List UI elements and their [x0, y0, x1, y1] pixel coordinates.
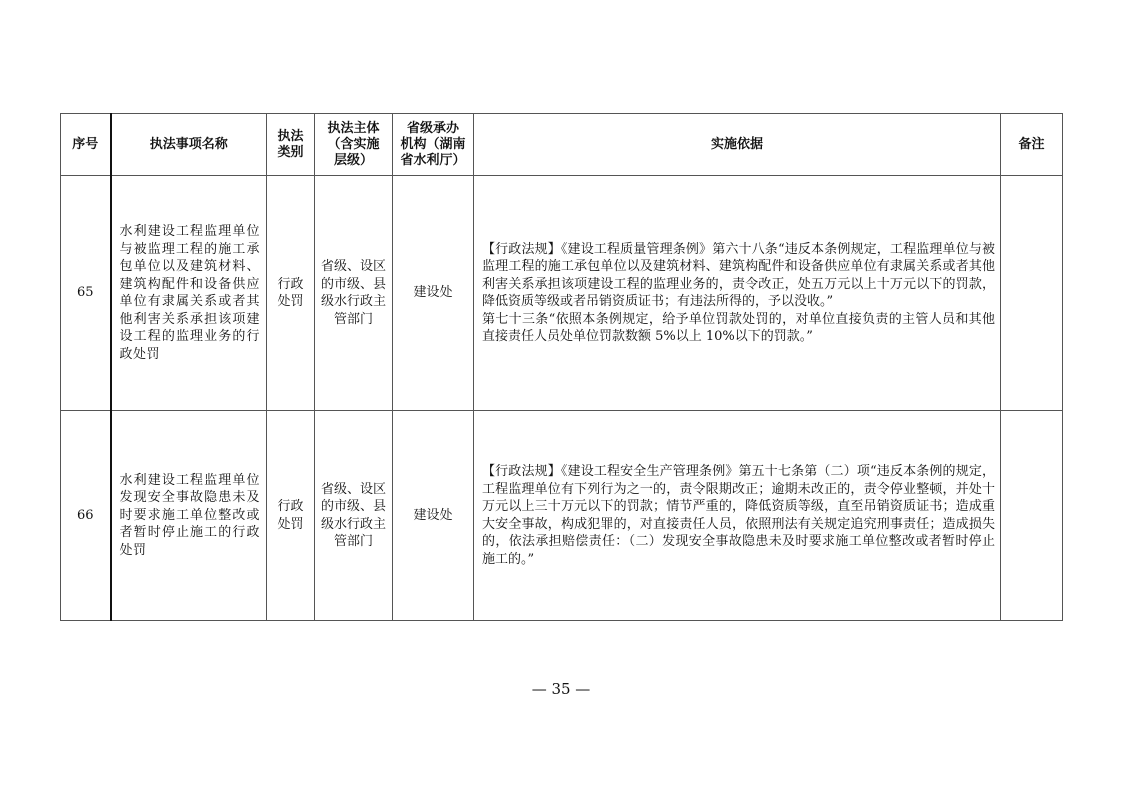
row-department: 建设处 [393, 411, 474, 621]
row-subject: 省级、设区的市级、县级水行政主管部门 [320, 481, 386, 549]
row-subject-cell [315, 411, 393, 621]
header-category-line1: 执法 [277, 128, 304, 144]
table-row [61, 411, 1063, 621]
row-note [1001, 411, 1063, 621]
row-subject-cell [315, 176, 393, 411]
row-department: 建设处 [393, 176, 474, 411]
row-item-name: 水利建设工程监理单位发现安全事故隐患未及时要求施工单位整改或者暂时停止施工的行政处罚 [119, 472, 260, 558]
row-basis-paragraph-1: 【行政法规】《建设工程安全生产管理条例》第五十七条第（二）项“违反本条例的规定，工程监理单位有下列行为之一的，责令限期改正；逾期未改正的，责令停业整顿，并处十万元以上三十万元以下的罚款；情节严重的，降低资质等级，直至吊销资质证书；造成重大安全事故，构成犯罪的，对直接责任人员，依照刑法有关规定追究刑事责任；造成损失的，依法承担赔偿责任：（二）发现安全事故隐患未及时要求施工单位整改或者暂时停止施工的。” [482, 464, 995, 567]
page-number: — 35 — [531, 680, 591, 698]
row-subject: 省级、设区的市级、县级水行政主管部门 [320, 259, 386, 327]
row-basis-paragraph-2: 第七十三条“依照本条例规定，给予单位罚款处罚的，对单位直接负责的主管人员和其他直接责任人员处单位罚款数额 5%以上 10%以下的罚款。” [482, 311, 995, 344]
row-item-name: 水利建设工程监理单位与被监理工程的施工承包单位以及建筑材料、建筑构配件和设备供应单位有隶属关系或者其他利害关系承担该项建设工程的监理业务的行政处罚 [119, 224, 260, 362]
header-department-line3: 省水利厅） [400, 152, 466, 168]
row-basis [474, 463, 1000, 568]
row-seq: 65 [61, 176, 111, 411]
row-note [1001, 176, 1063, 411]
row-seq: 66 [61, 411, 111, 621]
header-department-line2: 机构（湖南 [400, 136, 466, 152]
header-subject [315, 114, 393, 176]
row-category: 行政处罚 [277, 499, 304, 532]
header-category [267, 114, 315, 176]
row-category-cell [267, 411, 315, 621]
header-category-line2: 类别 [277, 144, 304, 160]
header-subject-line1: 执法主体 [327, 120, 380, 136]
row-item-name-cell [111, 176, 267, 411]
header-subject-line3: 层级） [333, 152, 373, 168]
header-seq: 序号 [61, 114, 111, 176]
header-row [61, 114, 1063, 176]
header-note: 备注 [1001, 114, 1063, 176]
row-basis-cell [474, 176, 1001, 411]
row-basis-paragraph-1: 【行政法规】《建设工程质量管理条例》第六十八条“违反本条例规定，工程监理单位与被监理工程的施工承包单位以及建筑材料、建筑构配件和设备供应单位有隶属关系或者其他利害关系承担该项建设工程的监理业务的，责令改正，处五万元以上十万元以下的罚款，降低资质等级或者吊销资质证书；有违法所得的，予以没收。” [482, 241, 995, 309]
row-category-cell [267, 176, 315, 411]
row-item-name-cell [111, 411, 267, 621]
table-row [61, 176, 1063, 411]
enforcement-table [60, 113, 1063, 621]
header-department-line1: 省级承办 [406, 120, 459, 136]
row-basis [474, 241, 1000, 346]
header-department [393, 114, 474, 176]
header-item-name: 执法事项名称 [111, 114, 267, 176]
row-basis-cell [474, 411, 1001, 621]
header-basis: 实施依据 [474, 114, 1001, 176]
row-category: 行政处罚 [277, 276, 304, 309]
header-subject-line2: （含实施 [327, 136, 380, 152]
